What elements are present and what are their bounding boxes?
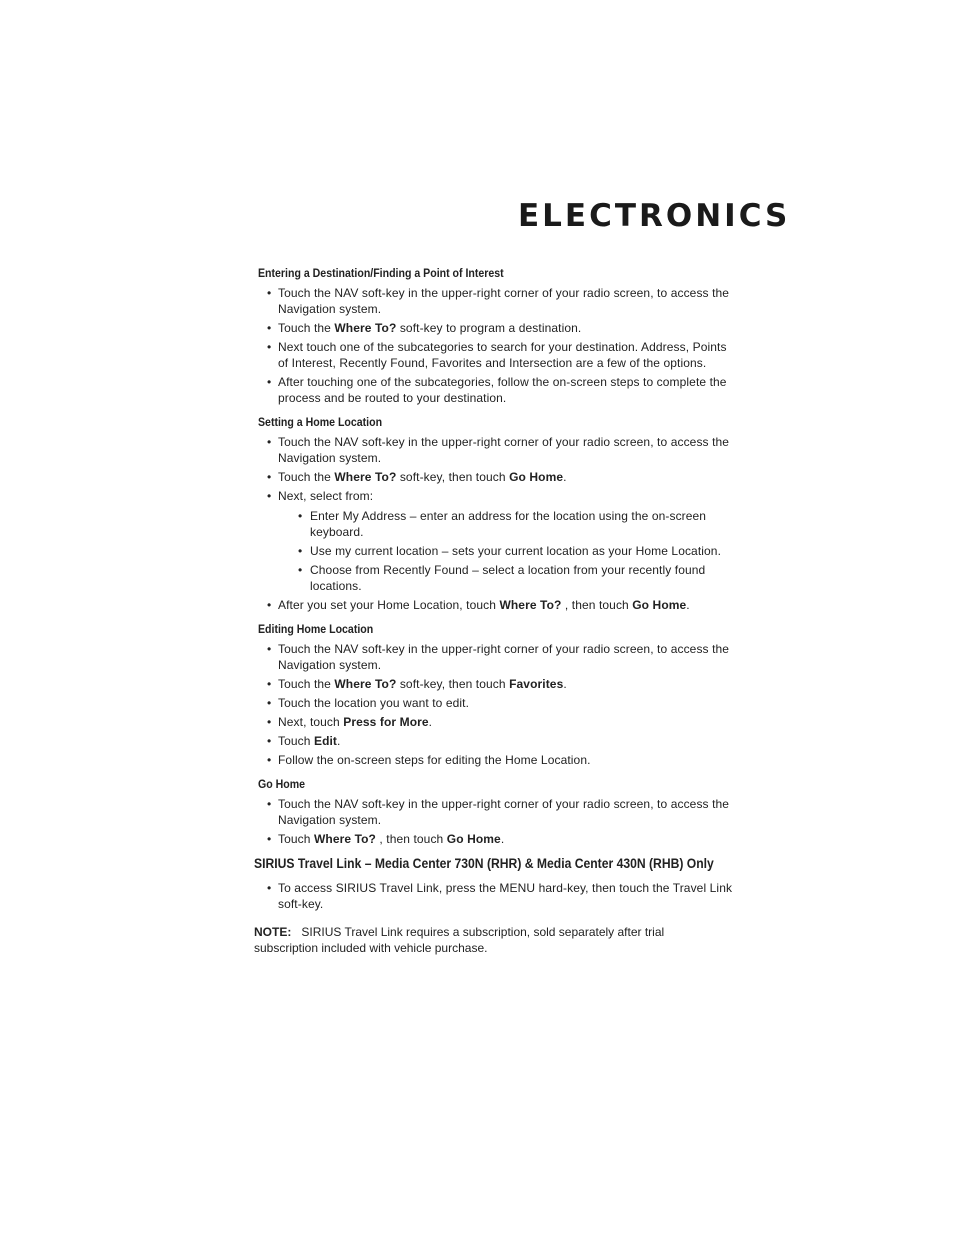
section-title-travel-link: SIRIUS Travel Link – Media Center 730N (RHR) & Media Center 430N (RHB) Only xyxy=(254,856,714,871)
list-item: • Touch the Where To? soft-key, then touch Favorites. xyxy=(258,676,738,692)
list-item: • Touch the NAV soft-key in the upper-right corner of your radio screen, to access the Navigation system. xyxy=(258,285,738,317)
list-item: • Next touch one of the subcategories to search for your destination. Address, Points of Interest, Recently Found, Favorites and Intersection are a few of the options. xyxy=(258,339,738,371)
list-item: • Touch Edit. xyxy=(258,733,738,749)
list-item: • Next, select from: • Enter My Address – enter an address for the location using the on-screen keyboard. • Use my current location – sets your current location as your Home Location. • Choose from Recently Found – select a location from your recently found locations. xyxy=(258,488,738,594)
bullet-list xyxy=(258,641,738,768)
manual-content xyxy=(254,266,738,956)
list-item: • After you set your Home Location, touch Where To? , then touch Go Home. xyxy=(258,597,738,613)
subheading-setting-home: Setting a Home Location xyxy=(258,417,383,429)
bullet-list xyxy=(258,796,738,847)
nested-list-item: • Enter My Address – enter an address for the location using the on-screen keyboard. xyxy=(278,508,738,540)
list-item: • Touch the NAV soft-key in the upper-right corner of your radio screen, to access the Navigation system. xyxy=(258,434,738,466)
note-label: NOTE: xyxy=(254,925,292,939)
nested-list xyxy=(278,508,738,594)
list-item: • After touching one of the subcategories, follow the on-screen steps to complete the process and be routed to your destination. xyxy=(258,374,738,406)
where-to-label: Where To? xyxy=(334,321,397,335)
subheading-entering-destination: Entering a Destination/Finding a Point of Interest xyxy=(258,268,504,280)
note xyxy=(254,924,724,956)
list-item: • Follow the on-screen steps for editing the Home Location. xyxy=(258,752,738,768)
list-item: • Next, touch Press for More. xyxy=(258,714,738,730)
nested-list-item: • Choose from Recently Found – select a location from your recently found locations. xyxy=(278,562,738,594)
list-item: • To access SIRIUS Travel Link, press the MENU hard-key, then touch the Travel Link soft-key. xyxy=(258,880,738,912)
list-item: • Touch the NAV soft-key in the upper-right corner of your radio screen, to access the Navigation system. xyxy=(258,641,738,673)
bullet-list xyxy=(258,285,738,406)
subheading-go-home: Go Home xyxy=(258,779,306,791)
bullet-list xyxy=(258,880,738,912)
bullet-list xyxy=(258,434,738,613)
list-item: • Touch the Where To? soft-key to program a destination. xyxy=(258,320,738,336)
nested-list-item: • Use my current location – sets your current location as your Home Location. xyxy=(278,543,738,559)
note-text: SIRIUS Travel Link requires a subscription, sold separately after trial subscription included with vehicle purchase. xyxy=(254,925,665,955)
list-item: • Touch the NAV soft-key in the upper-right corner of your radio screen, to access the Navigation system. xyxy=(258,796,738,828)
subheading-editing-home: Editing Home Location xyxy=(258,624,374,636)
section-header: ELECTRONICS xyxy=(518,198,791,234)
list-item: • Touch the Where To? soft-key, then touch Go Home. xyxy=(258,469,738,485)
list-item: • Touch the location you want to edit. xyxy=(258,695,738,711)
list-item: • Touch Where To? , then touch Go Home. xyxy=(258,831,738,847)
